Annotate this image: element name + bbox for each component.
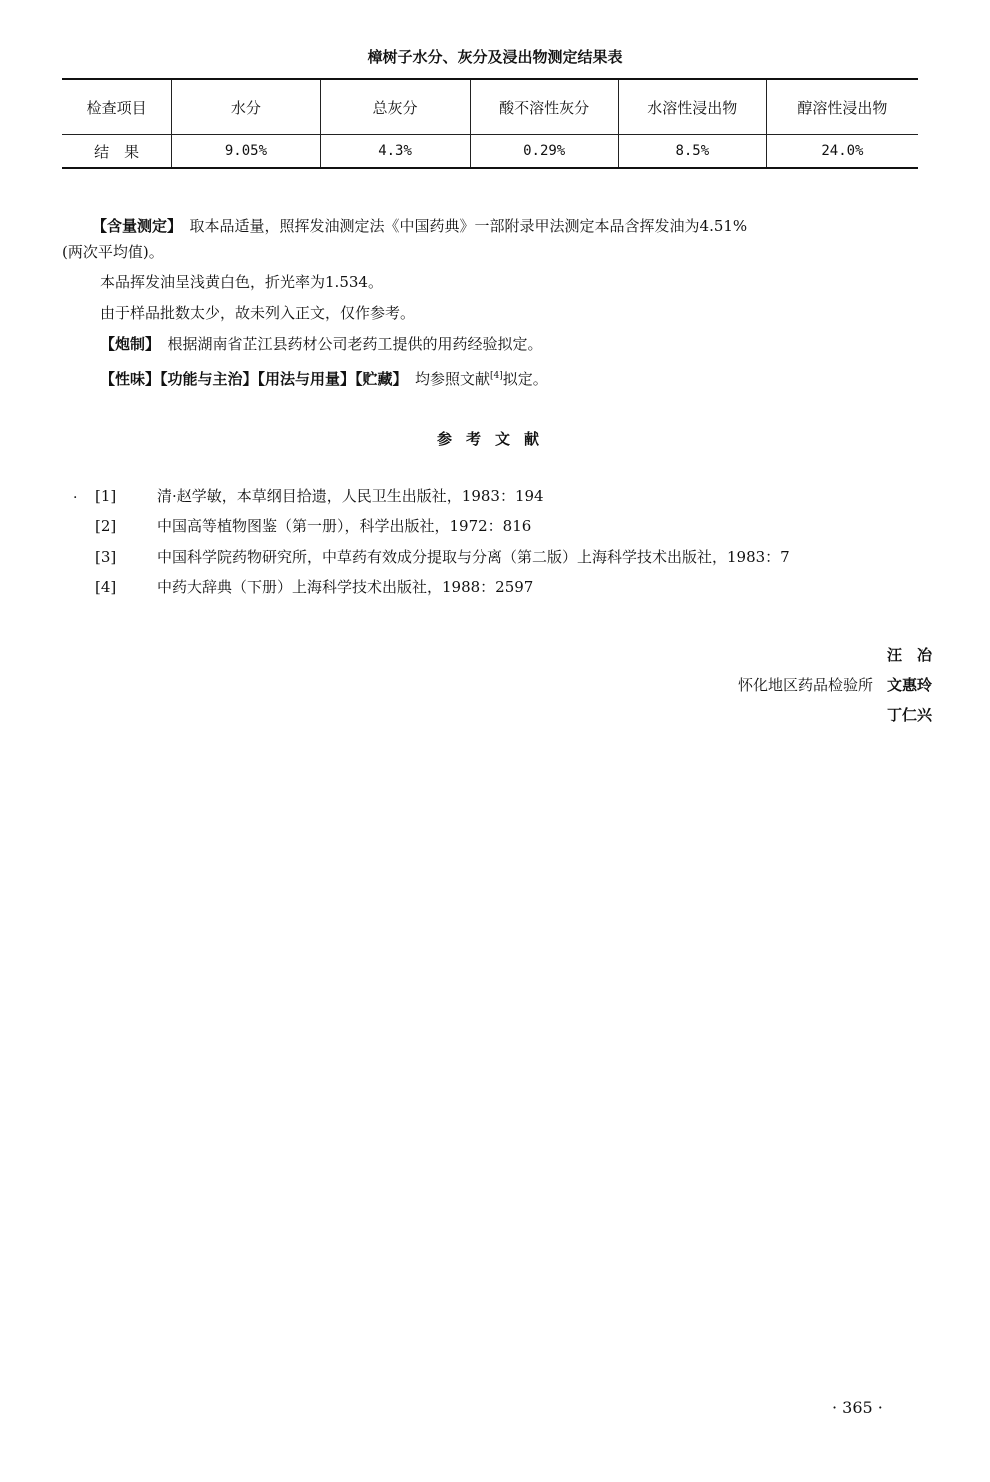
note-paragraph: 由于样品批数太少，故未列入正文，仅作参考。 (100, 304, 416, 322)
author-name: 汪 冶 (886, 646, 932, 664)
properties-label: 【性味】【功能与主治】【用法与用量】【贮藏】 (100, 370, 401, 388)
oil-paragraph: 本品挥发油呈浅黄白色，折光率为1.534。 (100, 273, 383, 291)
table-row (62, 135, 918, 169)
reference-text: 中药大辞典（下册）上海科学技术出版社，1988：2597 (157, 578, 534, 596)
reference-text: 中国科学院药物研究所，中草药有效成分提取与分离（第二版）上海科学技术出版社，1983：7 (157, 548, 790, 566)
page-number: · 365 · (832, 1398, 883, 1417)
table-cell: 4.3% (320, 135, 470, 169)
content-label: 【含量测定】 (92, 217, 175, 235)
references-title: 参考文献 (436, 430, 553, 448)
table-title: 樟树子水分、灰分及浸出物测定结果表 (367, 48, 623, 66)
table-header-cell: 水溶性浸出物 (618, 79, 766, 135)
table-cell: 8.5% (618, 135, 766, 169)
results-table (62, 78, 918, 169)
table-header-cell: 酸不溶性灰分 (470, 79, 618, 135)
author-name: 丁仁兴 (886, 706, 932, 724)
process-text: 根据湖南省芷江县药材公司老药工提供的用药经验拟定。 (152, 335, 543, 353)
table-cell: 9.05% (172, 135, 320, 169)
reference-text: 中国高等植物图鉴（第一册），科学出版社，1972：816 (157, 517, 532, 535)
table-header-row (62, 79, 918, 135)
reference-item (95, 547, 790, 567)
properties-text: 均参照文献 (400, 370, 491, 388)
content-paragraph (92, 216, 747, 236)
table-header-cell: 水分 (172, 79, 320, 135)
table-header-cell: 检查项目 (62, 79, 172, 135)
table-header-cell: 总灰分 (320, 79, 470, 135)
author-institution: 怀化地区药品检验所 (737, 676, 873, 694)
author-name: 文惠玲 (886, 676, 932, 694)
reference-number: [3] (95, 548, 117, 566)
reference-item (95, 577, 533, 597)
reference-number: [4] (95, 578, 117, 596)
content-continuation: (两次平均值)。 (62, 243, 164, 261)
reference-item (95, 516, 531, 536)
citation-superscript: [4] (490, 371, 503, 381)
process-label: 【炮制】 (100, 335, 153, 353)
reference-number: [2] (95, 517, 117, 535)
reference-number: [1] (95, 487, 117, 505)
table-cell: 0.29% (470, 135, 618, 169)
properties-end: 拟定。 (502, 370, 548, 388)
table-header-cell: 醇溶性浸出物 (766, 79, 918, 135)
properties-paragraph (100, 366, 548, 389)
content-text: 取本品适量，照挥发油测定法《中国药典》一部附录甲法测定本品含挥发油为4.51% (174, 217, 748, 235)
table-cell: 24.0% (766, 135, 918, 169)
stray-dot: · (73, 490, 78, 506)
author-block (738, 640, 932, 730)
table-cell: 结 果 (62, 135, 172, 169)
process-paragraph (100, 334, 543, 354)
reference-item (95, 486, 544, 506)
reference-text: 清·赵学敏，本草纲目拾遗，人民卫生出版社，1983：194 (157, 487, 544, 505)
